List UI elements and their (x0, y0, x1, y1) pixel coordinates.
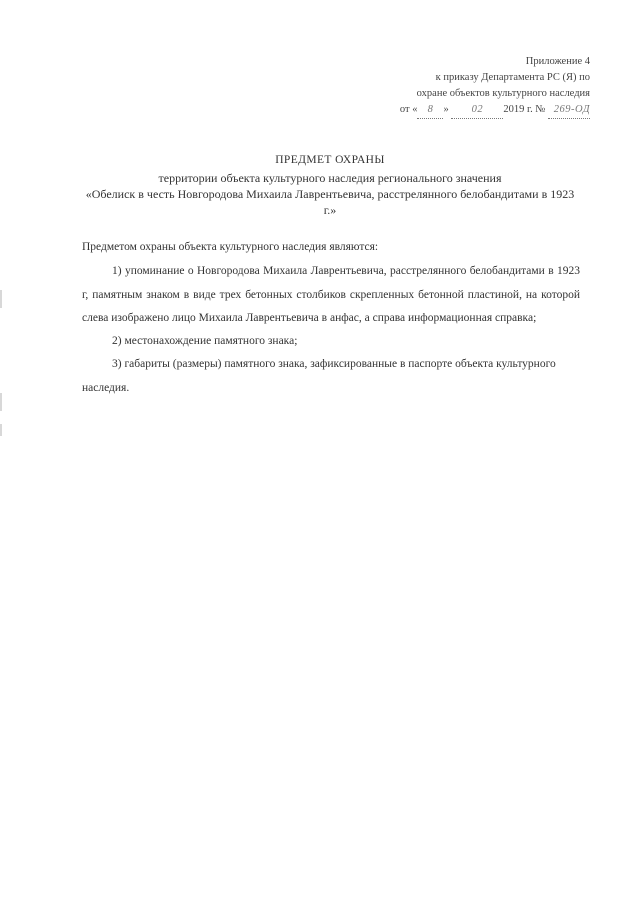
document-title: ПРЕДМЕТ ОХРАНЫ (275, 154, 385, 166)
title-subline-1: территории объекта культурного наследия регионального значения (158, 171, 502, 185)
date-mid: » (443, 104, 449, 115)
date-year: 2019 г. № (503, 104, 546, 115)
intro-paragraph: Предметом охраны объекта культурного наследия являются: (82, 241, 379, 253)
order-number: 269-ОД (548, 102, 590, 119)
item-2: 2) местонахождение памятного знака; (112, 335, 298, 348)
scan-margin-mark (0, 290, 2, 308)
date-month: 02 (451, 102, 503, 119)
title-subline-2: «Обелиск в честь Новгородова Михаила Лаврентьевича, расстрелянного белобандитами в 1923 г.» (85, 187, 575, 217)
date-prefix: от « (399, 104, 418, 115)
appendix-line-3: охране объектов культурного наследия (416, 88, 590, 99)
date-day: 8 (417, 102, 443, 119)
scan-margin-mark (0, 424, 2, 436)
appendix-line-2: к приказу Департамента РС (Я) по (435, 72, 590, 83)
title-block (80, 152, 580, 218)
appendix-line-1: Приложение 4 (525, 56, 590, 67)
scan-margin-mark (0, 393, 2, 411)
appendix-date-line (400, 102, 590, 119)
item-1: 1) упоминание о Новгородова Михаила Лаврентьевича, расстрелянного белобандитами в 1923 г, памятным знаком в виде трех бетонных столбиков скрепленных бетонной пластиной, на которой слева изображено лицо Михаила Лаврентьевича в анфас, а справа информационная справка; (82, 265, 580, 324)
appendix-header (400, 54, 590, 119)
document-body (82, 236, 580, 400)
item-3: 3) габариты (размеры) памятного знака, зафиксированные в паспорте объекта культурного наследия. (82, 358, 556, 394)
